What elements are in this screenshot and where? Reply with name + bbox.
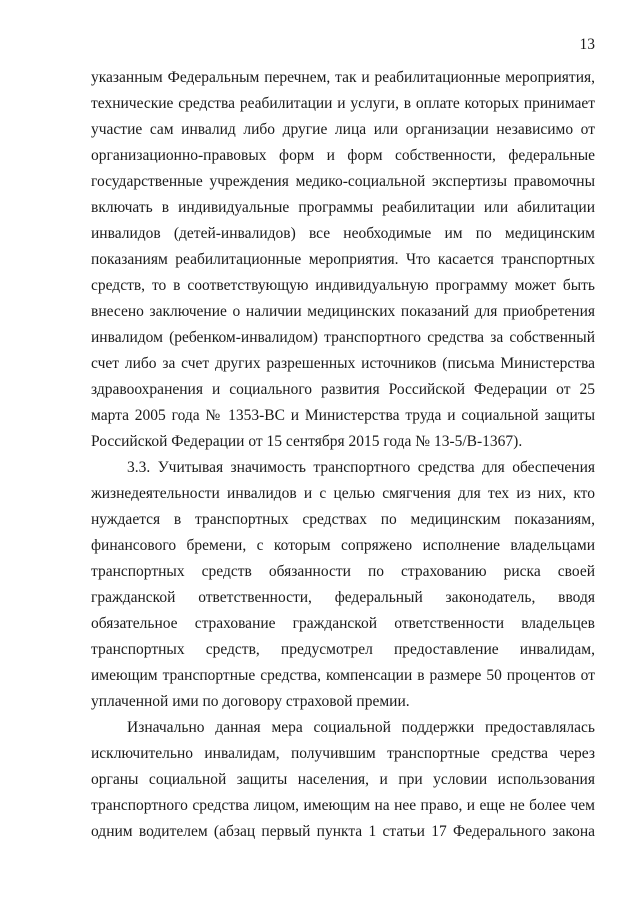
- text-line: нуждается в транспортных средствах по медицинским показаниям,: [91, 511, 595, 528]
- page-number: 13: [579, 36, 595, 53]
- text-line: государственные учреждения медико-социальной экспертизы правомочны: [91, 173, 595, 190]
- text-line: инвалидов (детей-инвалидов) все необходимые им по медицинским: [91, 225, 595, 242]
- text-line: показаниям реабилитационные мероприятия. Что касается транспортных: [91, 251, 595, 268]
- text-line: транспортных средств, предусмотрел предоставление инвалидам,: [91, 641, 595, 658]
- text-line: здравоохранения и социального развития Российской Федерации от 25: [91, 381, 595, 398]
- text-line: счет либо за счет других разрешенных источников (письма Министерства: [91, 355, 595, 372]
- text-line: исключительно инвалидам, получившим транспортные средства через: [91, 745, 595, 762]
- paragraph-section-3-3: [91, 455, 595, 715]
- text-line: технические средства реабилитации и услуги, в оплате которых принимает: [91, 95, 595, 112]
- text-line: органы социальной защиты населения, и при условии использования: [91, 771, 595, 788]
- text-line: организационно-правовых форм и форм собственности, федеральные: [91, 147, 595, 164]
- text-line: обязательное страхование гражданской ответственности владельцев: [91, 615, 595, 632]
- text-line: внесено заключение о наличии медицинских показаний для приобретения: [91, 303, 595, 320]
- text-line: транспортных средств обязанности по страхованию риска своей: [91, 563, 595, 580]
- text-line: марта 2005 года № 1353-ВС и Министерства труда и социальной защиты: [91, 407, 595, 424]
- text-line: гражданской ответственности, федеральный законодатель, вводя: [91, 589, 595, 606]
- text-line: имеющим транспортные средства, компенсации в размере 50 процентов от: [91, 667, 595, 684]
- text-line: Российской Федерации от 15 сентября 2015 года № 13-5/В-1367).: [91, 433, 523, 450]
- text-line: средств, то в соответствующую индивидуальную программу может быть: [91, 277, 595, 294]
- text-line: указанным Федеральным перечнем, так и реабилитационные мероприятия,: [91, 69, 595, 86]
- text-line: включать в индивидуальные программы реабилитации или абилитации: [91, 199, 595, 216]
- text-line: финансового бремени, с которым сопряжено исполнение владельцами: [91, 537, 595, 554]
- paragraph-initial-measure: [91, 715, 595, 845]
- text-line: 3.3. Учитывая значимость транспортного средства для обеспечения: [127, 459, 595, 476]
- text-line: Изначально данная мера социальной поддержки предоставлялась: [127, 719, 595, 736]
- text-line: одним водителем (абзац первый пункта 1 статьи 17 Федерального закона: [91, 823, 595, 840]
- text-line: участие сам инвалид либо другие лица или организации независимо от: [91, 121, 595, 138]
- text-line: уплаченной ими по договору страховой премии.: [91, 693, 410, 710]
- text-line: транспортного средства лицом, имеющим на нее право, и еще не более чем: [91, 797, 595, 814]
- paragraph-continuation: [91, 65, 595, 455]
- text-line: жизнедеятельности инвалидов и с целью смягчения для тех из них, кто: [91, 485, 595, 502]
- document-body: [91, 65, 595, 845]
- text-line: инвалидом (ребенком-инвалидом) транспортного средства за собственный: [91, 329, 595, 346]
